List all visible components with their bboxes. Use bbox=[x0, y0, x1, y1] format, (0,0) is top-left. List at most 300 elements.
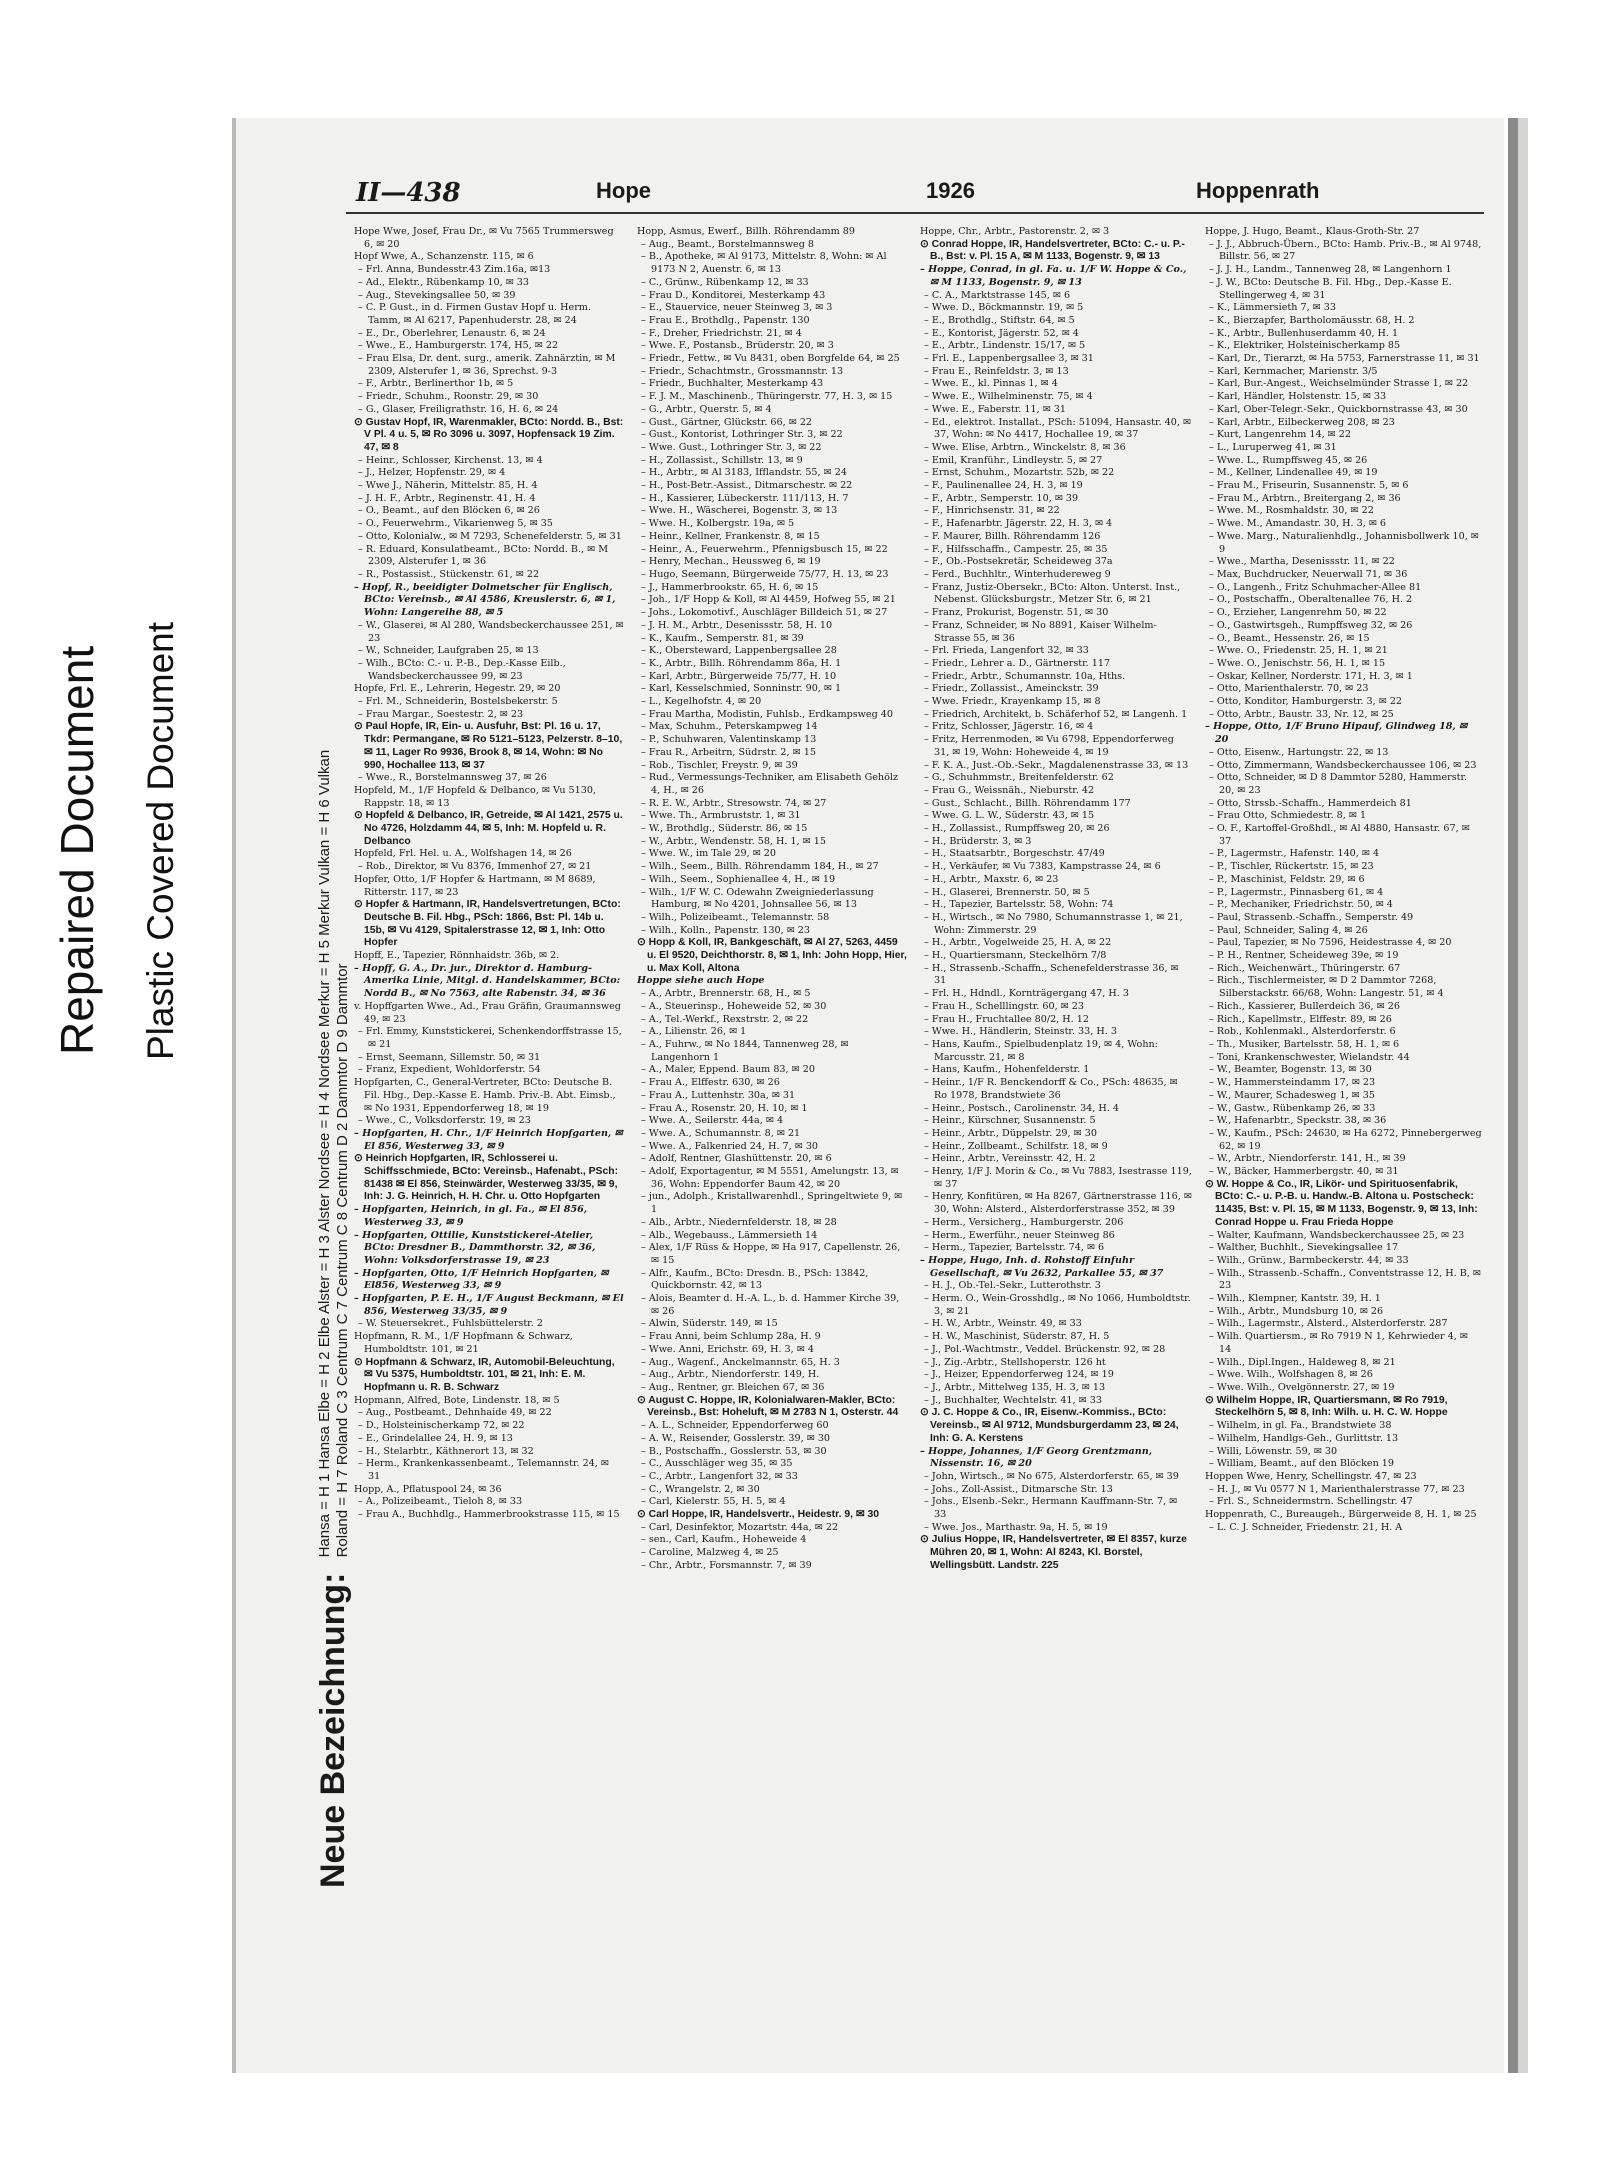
directory-entry: – Wwe. D., Böckmannstr. 19, ✉ 5 bbox=[924, 302, 1084, 314]
directory-entry: – Frau R., Arbeitrn, Südrstr. 2, ✉ 15 bbox=[641, 746, 816, 758]
directory-entry: – Alex, 1/F Rüss & Hoppe, ✉ Ha 917, Capellenstr. 26, ✉ 15 bbox=[641, 1242, 901, 1266]
page-shadow bbox=[1518, 118, 1528, 2073]
directory-entry: – A., Tel.-Werkf., Rexstrstr. 2, ✉ 22 bbox=[641, 1013, 809, 1025]
directory-entry: – W., Maurer, Schadesweg 1, ✉ 35 bbox=[1209, 1089, 1375, 1101]
directory-entry: – Fritz, Herrenmoden, ✉ Vu 6798, Eppendorferweg 31, ✉ 19, Wohn: Hoheweide 4, ✉ 19 bbox=[924, 734, 1174, 758]
page-header bbox=[356, 178, 1469, 214]
directory-entry: – Willi, Löwenstr. 59, ✉ 30 bbox=[1209, 1445, 1338, 1457]
directory-entry: – R. E. W., Arbtr., Stresowstr. 74, ✉ 27 bbox=[641, 797, 827, 809]
directory-entry: – O., Beamt., Hessenstr. 26, ✉ 15 bbox=[1209, 632, 1370, 644]
directory-entry: Hoppenrath, C., Bureaugeh., Bürgerweide 8, H. 1, ✉ 25 bbox=[1205, 1509, 1477, 1521]
directory-entry: – Aug., Postbeamt., Dehnhaide 49, ✉ 22 bbox=[358, 1407, 552, 1419]
directory-entry: – J. H. F., Arbtr., Reginenstr. 41, H. 4 bbox=[358, 492, 536, 504]
header-left-word: Hope bbox=[596, 178, 651, 203]
directory-entry: – Fritz, Schlosser, Jägerstr. 16, ✉ 4 bbox=[924, 721, 1094, 733]
directory-entry: – Karl, Ober-Telegr.-Sekr., Quickbornstrasse 43, ✉ 30 bbox=[1209, 403, 1468, 415]
directory-entry: – Frau G., Weissnäh., Nieburstr. 42 bbox=[924, 784, 1095, 796]
directory-entry: – H., Quartiersmann, Steckelhörn 7/8 bbox=[924, 950, 1107, 962]
directory-entry: – Otto, Konditor, Hamburgerstr. 3, ✉ 22 bbox=[1209, 696, 1403, 708]
directory-entry: – Otto, Marienthalerstr. 70, ✉ 23 bbox=[1209, 683, 1369, 695]
directory-entry: – Frau A., Elffestr. 630, ✉ 26 bbox=[641, 1077, 780, 1089]
directory-entry: – Heinr., Postsch., Carolinenstr. 34, H. 4 bbox=[924, 1102, 1119, 1114]
directory-entry: ⊙ Paul Hopfe, IR, Ein- u. Ausfuhr, Bst: Pl. 16 u. 17, Tkdr: Permangane, ✉ Ro 5121–5123, Pelzerstr. 8–10, ✉ 11, Lager Ro 9936, Brook 8, ✉ 14, Wohn: ✉ No 990, Hochallee 113, ✉ 37 bbox=[354, 721, 623, 771]
directory-entry: – Adolf, Exportagentur, ✉ M 5551, Amelungstr. 13, ✉ 36, Wohn: Eppendorfer Baum 42, ✉ 20 bbox=[641, 1166, 899, 1190]
directory-entry: – O., Gastwirtsgeh., Rumpffsweg 32, ✉ 26 bbox=[1209, 619, 1413, 631]
directory-entry: – Hopfgarten, Otto, 1/F Heinrich Hopfgarten, ✉ El856, Westerweg 33, ✉ 9 bbox=[354, 1267, 609, 1292]
directory-entry: – Wilh., Grünw., Barmbeckerstr. 44, ✉ 33 bbox=[1209, 1254, 1409, 1266]
directory-entry: ⊙ Carl Hoppe, IR, Handelsvertr., Heidestr. 9, ✉ 30 bbox=[637, 1509, 880, 1521]
directory-entry: – M., Kellner, Lindenallee 49, ✉ 19 bbox=[1209, 467, 1378, 479]
directory-entry: – Alb., Wegebauss., Lämmersieth 14 bbox=[641, 1229, 818, 1241]
directory-entry: – K., Bierzapfer, Bartholomäusstr. 68, H. 2 bbox=[1209, 314, 1415, 326]
directory-entry: ⊙ August C. Hoppe, IR, Kolonialwaren-Makler, BCto: Vereinsb., Bst: Hoheluft, ✉ M 2783 N 1, Osterstr. 44 bbox=[637, 1394, 899, 1419]
directory-entry: Hopf Wwe, A., Schanzenstr. 115, ✉ 6 bbox=[354, 251, 534, 263]
directory-entry: – H., Verkäufer, ✉ Vu 7383, Kampstrasse 24, ✉ 6 bbox=[924, 861, 1161, 873]
directory-entry: – Rob., Kohlenmakl., Alsterdorferstr. 6 bbox=[1209, 1026, 1396, 1038]
directory-entry: Hopfer, Otto, 1/F Hopfer & Hartmann, ✉ M 8689, Ritterstr. 117, ✉ 23 bbox=[354, 873, 596, 898]
directory-entry: – H., Brüderstr. 3, ✉ 3 bbox=[924, 835, 1032, 847]
directory-entry: – Heinr., Kürschner, Susannenstr. 5 bbox=[924, 1115, 1096, 1127]
directory-entry: – Wwe. Wilh., Ovelgönnerstr. 27, ✉ 19 bbox=[1209, 1381, 1395, 1393]
directory-page bbox=[232, 118, 1504, 2073]
directory-entry: – Wwe. Marg., Naturalienhdlg., Johannisbollwerk 10, ✉ 9 bbox=[1209, 530, 1479, 555]
directory-entry: ⊙ W. Hoppe & Co., IR, Likör- und Spirituosenfabrik, BCto: C.- u. P.-B. u. Handw.-B. Altona u. Postscheck: 11435, Bst: v. Pl. 15, ✉ M 1133, Bogenstr. 9, ✉ 13, Inh: Conrad Hoppe u. Frau Frieda Hoppe bbox=[1205, 1178, 1478, 1228]
directory-entry: – W. Steuersekret., Fuhlsbüttelerstr. 2 bbox=[358, 1318, 543, 1330]
directory-entry: – Hopfgarten, Heinrich, in gl. Fa., ✉ El 856, Westerweg 33, ✉ 9 bbox=[354, 1204, 588, 1228]
directory-entry: – Heinr., Arbtr., Düppelstr. 29, ✉ 30 bbox=[924, 1127, 1097, 1139]
directory-entry: – Aug., Stevekingsallee 50, ✉ 39 bbox=[358, 289, 516, 301]
directory-entry: – Karl, Dr., Tierarzt, ✉ Ha 5753, Farnerstrasse 11, ✉ 31 bbox=[1209, 353, 1480, 365]
directory-entry: – Wilh., Strassenb.-Schaffn., Conventstrasse 12, H. B, ✉ 23 bbox=[1209, 1267, 1481, 1292]
directory-entry: – F., Paulinenallee 24, H. 3, ✉ 19 bbox=[924, 480, 1083, 492]
directory-entry: – H., Kassierer, Lübeckerstr. 111/113, H. 7 bbox=[641, 492, 849, 504]
directory-entry: – W., Hammersteindamm 17, ✉ 23 bbox=[1209, 1077, 1376, 1089]
directory-entry: – Wwe. L., Rumpffsweg 45, ✉ 26 bbox=[1209, 454, 1368, 466]
directory-entry: – Otto, Arbtr., Baustr. 33, Nr. 12, ✉ 25 bbox=[1209, 708, 1394, 720]
directory-entry: – Ernst, Schuhm., Mozartstr. 52b, ✉ 22 bbox=[924, 467, 1115, 479]
directory-entry: – K., Arbtr., Bullenhuserdamm 40, H. 1 bbox=[1209, 327, 1399, 339]
directory-entry: – Friedr., Buchhalter, Mesterkamp 43 bbox=[641, 378, 824, 390]
directory-entry: Hoppe, J. Hugo, Beamt., Klaus-Groth-Str. 27 bbox=[1205, 226, 1420, 237]
directory-entry: – Frau E., Brothdlg., Papenstr. 130 bbox=[641, 314, 810, 326]
directory-entry: – Wwe., R., Borstelmannsweg 37, ✉ 26 bbox=[358, 772, 547, 784]
directory-entry: – Chr., Arbtr., Forsmannstr. 7, ✉ 39 bbox=[641, 1559, 812, 1571]
directory-entry: – C., Ausschläger weg 35, ✉ 35 bbox=[641, 1458, 793, 1470]
directory-entry: – Wwe. Friedr., Krayenkamp 15, ✉ 8 bbox=[924, 696, 1101, 708]
directory-entry: Hopfmann, R. M., 1/F Hopfmann & Schwarz, Humboldtstr. 101, ✉ 21 bbox=[354, 1331, 573, 1355]
directory-entry: – Frl. M., Schneiderin, Bostelsbekerstr. 5 bbox=[358, 696, 558, 708]
directory-entry: – K., Obersteward, Lappenbergsallee 28 bbox=[641, 645, 837, 657]
directory-entry: Hopff, E., Tapezier, Rönnhaidstr. 36b, ✉ 2. bbox=[354, 950, 560, 962]
directory-entry: – O., Langenh., Fritz Schuhmacher-Allee 81 bbox=[1209, 581, 1422, 593]
directory-entry: Hoppen Wwe, Henry, Schellingstr. 47, ✉ 23 bbox=[1205, 1470, 1417, 1482]
directory-entry: – Wwe. Gust., Lothringer Str. 3, ✉ 22 bbox=[641, 441, 822, 453]
directory-entry: – Frau A., Rosenstr. 20, H. 10, ✉ 1 bbox=[641, 1102, 808, 1114]
directory-entry: – F., Hinrichsenstr. 31, ✉ 22 bbox=[924, 505, 1060, 517]
directory-entry: – Hopfgarten, P. E. H., 1/F August Beckmann, ✉ El 856, Westerweg 33/35, ✉ 9 bbox=[354, 1293, 624, 1317]
directory-entry: – Frau Anni, beim Schlump 28a, H. 9 bbox=[641, 1331, 821, 1343]
directory-entry: – Heinr., Schlosser, Kirchenst. 13, ✉ 4 bbox=[358, 454, 543, 466]
directory-entry: – Wwe., Martha, Desenissstr. 11, ✉ 22 bbox=[1209, 556, 1395, 568]
directory-entry: – Franz, Expedient, Wohldorferstr. 54 bbox=[358, 1064, 541, 1076]
directory-entry: – Hugo, Seemann, Bürgerweide 75/77, H. 13, ✉ 23 bbox=[641, 568, 889, 580]
directory-entry: – W., Arbtr., Wendenstr. 58, H. 1, ✉ 15 bbox=[641, 835, 826, 847]
directory-entry: – Wilh., Dipl.Ingen., Haldeweg 8, ✉ 21 bbox=[1209, 1356, 1396, 1368]
directory-entry: – Frl. Anna, Bundesstr.43 Zim.16a, ✉13 bbox=[358, 264, 551, 276]
directory-entry: – H. W., Arbtr., Weinstr. 49, ✉ 33 bbox=[924, 1318, 1082, 1330]
directory-entry: – H., Post-Betr.-Assist., Ditmarschestr. ✉ 22 bbox=[641, 480, 853, 492]
directory-entry: ⊙ Wilhelm Hoppe, IR, Quartiersmann, ✉ Ro 7919, Steckelhörn 5, ✉ 8, Inh: Wilh. u. H. C. W. Hoppe bbox=[1205, 1394, 1448, 1419]
directory-entry: v. Hopffgarten Wwe., Ad., Frau Gräfin, Graumannsweg 49, ✉ 23 bbox=[354, 1000, 621, 1025]
directory-entry: – J. J. H., Landm., Tannenweg 28, ✉ Langenhorn 1 bbox=[1209, 264, 1452, 276]
directory-entry: – P., Maschinist, Feldstr. 29, ✉ 6 bbox=[1209, 873, 1365, 885]
directory-entry: – Hoppe, Conrad, in gl. Fa. u. 1/F W. Hoppe & Co., ✉ M 1133, Bogenstr. 9, ✉ 13 bbox=[920, 264, 1187, 288]
directory-entry: – Max, Schuhm., Peterskampweg 14 bbox=[641, 721, 818, 733]
directory-entry: – Wwe. Wilh., Wolfshagen 8, ✉ 26 bbox=[1209, 1369, 1373, 1381]
directory-entry: – Wwe. G. L. W., Süderstr. 43, ✉ 15 bbox=[924, 810, 1095, 822]
directory-entry: – Heinr., Kellner, Frankenstr. 8, ✉ 15 bbox=[641, 530, 820, 542]
directory-entry: Hope Wwe, Josef, Frau Dr., ✉ Vu 7565 Trummersweg 6, ✉ 20 bbox=[354, 226, 614, 250]
directory-entry: – W., Brothdlg., Süderstr. 86, ✉ 15 bbox=[641, 823, 808, 835]
directory-entry: – Franz, Schneider, ✉ No 8891, Kaiser Wilhelm-Strasse 55, ✉ 36 bbox=[924, 619, 1157, 644]
directory-entry: – Frl. E., Lappenbergsallee 3, ✉ 31 bbox=[924, 353, 1094, 365]
directory-entry: – C., Arbtr., Langenfort 32, ✉ 33 bbox=[641, 1470, 798, 1482]
directory-entry: – A., Maler, Eppend. Baum 83, ✉ 20 bbox=[641, 1064, 815, 1076]
directory-entry: – P., Lagermstr., Hafenstr. 140, ✉ 4 bbox=[1209, 848, 1380, 860]
directory-entry: – H., Stelarbtr., Käthnerort 13, ✉ 32 bbox=[358, 1445, 534, 1457]
district-legend bbox=[314, 248, 358, 1888]
directory-entry: – Hoppe, Hugo, Inh. d. Rohstoff Einfuhr Gesellschaft, ✉ Vu 2632, Parkallee 55, ✉ 37 bbox=[920, 1254, 1164, 1279]
directory-entry: – Otto, Kolonialw., ✉ M 7293, Schenefelderstr. 5, ✉ 31 bbox=[358, 530, 622, 542]
directory-entry: – O., Beamt., auf den Blöcken 6, ✉ 26 bbox=[358, 505, 540, 517]
directory-entry: – Paul, Schneider, Saling 4, ✉ 26 bbox=[1209, 924, 1368, 936]
directory-entry: – Kurt, Langenrehm 14, ✉ 22 bbox=[1209, 429, 1351, 441]
directory-entry: – H., Wirtsch., ✉ No 7980, Schumannstrasse 1, ✉ 21, Wohn: Zimmerstr. 29 bbox=[924, 911, 1183, 936]
directory-entry: – Frau Otto, Schmiedestr. 8, ✉ 1 bbox=[1209, 810, 1367, 822]
directory-entry: ⊙ Hopfer & Hartmann, IR, Handelsvertretungen, BCto: Deutsche B. Fil. Hbg., PSch: 1866, Bst: Pl. 14b u. 15b, ✉ Vu 4129, Spitalerstrasse 12, ✉ 1, Inh: Otto Hopfer bbox=[354, 899, 621, 949]
directory-entry: Hoppe siehe auch Hope bbox=[637, 975, 765, 987]
directory-entry: – Friedr., Schachtmstr., Grossmannstr. 13 bbox=[641, 365, 844, 377]
directory-entry: – Karl, Arbtr., Eilbeckerweg 208, ✉ 23 bbox=[1209, 416, 1395, 428]
directory-entry: – Rich., Kapellmstr., Elffestr. 89, ✉ 26 bbox=[1209, 1013, 1392, 1025]
directory-entry: – Gust., Kontorist, Lothringer Str. 3, ✉ 22 bbox=[641, 429, 843, 441]
directory-entry: – Toni, Krankenschwester, Wielandstr. 44 bbox=[1209, 1051, 1410, 1063]
directory-entry: – J., Zig.-Arbtr., Stellshoperstr. 126 ht bbox=[924, 1356, 1106, 1368]
directory-entry: – Frau Martha, Modistin, Fuhlsb., Erdkampsweg 40 bbox=[641, 708, 893, 720]
directory-entry: – Gust., Schlacht., Billh. Röhrendamm 177 bbox=[924, 797, 1131, 809]
directory-entry: – Herm., Tapezier, Bartelsstr. 74, ✉ 6 bbox=[924, 1242, 1105, 1254]
column-4 bbox=[1205, 226, 1483, 2043]
directory-entry: – R. Eduard, Konsulatbeamt., BCto: Nordd. B., ✉ M 2309, Alsterufer 1, ✉ 36 bbox=[358, 543, 609, 568]
directory-entry: – Aug., Rentner, gr. Bleichen 67, ✉ 36 bbox=[641, 1381, 825, 1393]
directory-entry: – W., Beamter, Bogenstr. 13, ✉ 30 bbox=[1209, 1064, 1372, 1076]
directory-entry: – Karl, Bur.-Angest., Weichselmünder Strasse 1, ✉ 22 bbox=[1209, 378, 1469, 390]
directory-entry: – Otto, Schneider, ✉ D 8 Dammtor 5280, Hammerstr. 20, ✉ 23 bbox=[1209, 772, 1468, 796]
directory-entry: – Herm. O., Wein-Grosshdlg., ✉ No 1066, Humboldtstr. 3, ✉ 21 bbox=[924, 1293, 1191, 1317]
directory-entry: – Wwe. H., Kolbergstr. 19a, ✉ 5 bbox=[641, 518, 795, 530]
directory-entry: – Joh., 1/F Hopp & Koll, ✉ Al 4459, Hofweg 55, ✉ 21 bbox=[641, 594, 896, 606]
directory-entry: – Frau E., Reinfeldstr. 3, ✉ 13 bbox=[924, 365, 1069, 377]
directory-entry: – Friedr., Lehrer a. D., Gärtnerstr. 117 bbox=[924, 657, 1111, 669]
directory-entry: – Paul, Tapezier, ✉ No 7596, Heidestrasse 4, ✉ 20 bbox=[1209, 937, 1452, 949]
directory-entry: – H., Strassenb.-Schaffn., Schenefelderstrasse 36, ✉ 31 bbox=[924, 962, 1179, 987]
directory-entry: – Wilh., Polizeibeamt., Telemannstr. 58 bbox=[641, 911, 830, 923]
directory-entry: – Emil, Kranführ., Lindleystr. 5, ✉ 27 bbox=[924, 454, 1103, 466]
directory-entry: – Wwe. A., Falkenried 24, H. 7, ✉ 30 bbox=[641, 1140, 819, 1152]
directory-entry: – Karl, Arbtr., Bürgerweide 75/77, H. 10 bbox=[641, 670, 837, 682]
directory-entry: – W., Bäcker, Hammerbergstr. 40, ✉ 31 bbox=[1209, 1166, 1399, 1178]
directory-entry: – Friedr., Fettw., ✉ Vu 8431, oben Borgfelde 64, ✉ 25 bbox=[641, 353, 900, 365]
directory-entry: – P., Lagermstr., Pinnasberg 61, ✉ 4 bbox=[1209, 886, 1384, 898]
directory-entry: – Frl. H., Hdndl., Kornträgergang 47, H. 3 bbox=[924, 988, 1129, 1000]
directory-entry: – Wilh., BCto: C.- u. P.-B., Dep.-Kasse Eilb., Wandsbeckerchaussee 99, ✉ 23 bbox=[358, 657, 566, 682]
directory-entry: – Hopfgarten, Ottilie, Kunststickerei-Atelier, BCto: Dresdner B., Dammthorstr. 32, ✉ 36, Wohn: Volksdorferstrasse 19, ✉ 23 bbox=[354, 1229, 596, 1266]
directory-entry: – Karl, Kernmacher, Marienstr. 3/5 bbox=[1209, 365, 1378, 377]
directory-entry: – H., Arbtr., Vogelweide 25, H. A, ✉ 22 bbox=[924, 937, 1112, 949]
directory-entry: – Wwe. M., Rosmhaldstr. 30, ✉ 22 bbox=[1209, 505, 1374, 517]
directory-entry: – P., Tischler, Rückertstr. 15, ✉ 23 bbox=[1209, 861, 1374, 873]
directory-entry: – Frau Elsa, Dr. dent. surg., amerik. Zahnärztin, ✉ M 2309, Alsterufer 1, ✉ 36, Sprechst. 9-3 bbox=[358, 353, 616, 377]
directory-entry: – Friedrich, Architekt, b. Schäferhof 52, ✉ Langenh. 1 bbox=[924, 708, 1188, 720]
directory-entry: – L., Luruperweg 41, ✉ 31 bbox=[1209, 441, 1337, 453]
repaired-document-label: Repaired Document bbox=[51, 645, 103, 1055]
directory-entry: – Wilh., Lagermstr., Alsterd., Alsterdorferstr. 287 bbox=[1209, 1318, 1448, 1330]
directory-entry: – P. H., Rentner, Scheideweg 39e, ✉ 19 bbox=[1209, 950, 1399, 962]
directory-entry: – Hoppe, Johannes, 1/F Georg Grentzmann, Nissenstr. 16, ✉ 20 bbox=[920, 1445, 1153, 1470]
directory-entry: – Johs., Elsenb.-Sekr., Hermann Kauffmann-Str. 7, ✉ 33 bbox=[924, 1496, 1178, 1521]
directory-entry: ⊙ Conrad Hoppe, IR, Handelsvertreter, BCto: C.- u. P.-B., Bst: v. Pl. 15 A, ✉ M 1133, Bogenstr. 9, ✉ 13 bbox=[920, 238, 1185, 263]
directory-entry: – Rob., Tischler, Freystr. 9, ✉ 39 bbox=[641, 759, 798, 771]
directory-entry: – Walter, Kaufmann, Wandsbeckerchaussee 25, ✉ 23 bbox=[1209, 1229, 1465, 1241]
directory-entry: – J., Hammerbrookstr. 65, H. 6, ✉ 15 bbox=[641, 581, 819, 593]
directory-entry: – Frau M., Friseurin, Susannenstr. 5, ✉ 6 bbox=[1209, 480, 1409, 492]
directory-entry: – Frl. S., Schneidermstrn. Schellingstr. 47 bbox=[1209, 1496, 1413, 1508]
directory-entry: – Heinr., 1/F R. Benckendorff & Co., PSch: 48635, ✉ Ro 1978, Brandstwiete 36 bbox=[924, 1077, 1178, 1101]
page-number: II—438 bbox=[356, 178, 461, 208]
directory-entry: – Gust., Gärtner, Glückstr. 66, ✉ 22 bbox=[641, 416, 813, 428]
directory-entry: – C., Wrangelstr. 2, ✉ 30 bbox=[641, 1483, 760, 1495]
directory-entry: – P., Mechaniker, Friedrichstr. 50, ✉ 4 bbox=[1209, 899, 1393, 911]
directory-entry: – K., Elektriker, Holsteinischerkamp 85 bbox=[1209, 340, 1401, 352]
directory-entry: – Rob., Direktor, ✉ Vu 8376, Immenhof 27, ✉ 21 bbox=[358, 861, 592, 873]
directory-entry: – Herm., Versicherg., Hamburgerstr. 206 bbox=[924, 1216, 1124, 1228]
directory-entry: – H., Staatsarbtr., Borgeschstr. 47/49 bbox=[924, 848, 1105, 860]
directory-entry: – F., Arbtr., Berlinerthor 1b, ✉ 5 bbox=[358, 378, 514, 390]
directory-entry: – W., Gastw., Rübenkamp 26, ✉ 33 bbox=[1209, 1102, 1376, 1114]
plastic-covered-label: Plastic Covered Document bbox=[140, 621, 181, 1060]
directory-entry: – Wwe J., Näherin, Mittelstr. 85, H. 4 bbox=[358, 480, 538, 492]
directory-entry: – Rich., Tischlermeister, ✉ D 2 Dammtor 7268, Silberstackstr. 66/68, Wohn: Langestr. 51, ✉ 4 bbox=[1209, 975, 1444, 1000]
directory-entry: – Frau M., Arbtrn., Breitergang 2, ✉ 36 bbox=[1209, 492, 1401, 504]
directory-entry: – H., Tapezier, Bartelsstr. 58, Wohn: 74 bbox=[924, 899, 1114, 911]
directory-entry: – Friedr., Zollassist., Ameinckstr. 39 bbox=[924, 683, 1099, 695]
directory-entry: – Johs., Lokomotivf., Auschläger Billdeich 51, ✉ 27 bbox=[641, 607, 888, 619]
directory-entry: – Wwe. A., Seilerstr. 44a, ✉ 4 bbox=[641, 1115, 784, 1127]
directory-entry: – A., Arbtr., Brennerstr. 68, H., ✉ 5 bbox=[641, 988, 811, 1000]
directory-entry: – Otto, Eisenw., Hartungstr. 22, ✉ 13 bbox=[1209, 746, 1389, 758]
directory-entry: – A., Lilienstr. 26, ✉ 1 bbox=[641, 1026, 747, 1038]
directory-entry: – Aug., Wagenf., Anckelmannstr. 65, H. 3 bbox=[641, 1356, 840, 1368]
directory-entry: – Alfr., Kaufm., BCto: Dresdn. B., PSch: 13842, Quickbornstr. 42, ✉ 13 bbox=[641, 1267, 869, 1292]
directory-entry: – Wwe., C., Volksdorferstr. 19, ✉ 23 bbox=[358, 1115, 531, 1127]
directory-entry: – Wwe., E., Hamburgerstr. 174, H5, ✉ 22 bbox=[358, 340, 559, 352]
directory-entry: – J., Helzer, Hopfenstr. 29, ✉ 4 bbox=[358, 467, 506, 479]
directory-entry: – Wwe. H., Wäscherei, Bogenstr. 3, ✉ 13 bbox=[641, 505, 838, 517]
directory-entry: – H., Glaserei, Brennerstr. 50, ✉ 5 bbox=[924, 886, 1090, 898]
directory-entry: – Wilh. Quartiersm., ✉ Ro 7919 N 1, Kehrwieder 4, ✉ 14 bbox=[1209, 1331, 1468, 1355]
directory-entry: – C., Grünw., Rübenkamp 12, ✉ 33 bbox=[641, 276, 809, 288]
directory-entry: – G., Arbtr., Querstr. 5, ✉ 4 bbox=[641, 403, 772, 415]
directory-entry: – Frau A., Luttenhstr. 30a, ✉ 31 bbox=[641, 1089, 796, 1101]
legend-title: Neue Bezeichnung: bbox=[314, 1572, 352, 1888]
directory-entry: – Otto, Zimmermann, Wandsbeckerchaussee 106, ✉ 23 bbox=[1209, 759, 1477, 771]
directory-entry: – Karl, Händler, Holstenstr. 15, ✉ 33 bbox=[1209, 391, 1387, 403]
directory-entry: – Alb., Arbtr., Niedernfelderstr. 18, ✉ 28 bbox=[641, 1216, 837, 1228]
directory-entry: – E., Dr., Oberlehrer, Lenaustr. 6, ✉ 24 bbox=[358, 327, 546, 339]
directory-entry: – A. W., Reisender, Gosslerstr. 39, ✉ 30 bbox=[641, 1432, 831, 1444]
directory-entry: – F. K. A., Just.-Ob.-Sekr., Magdalenenstrasse 33, ✉ 13 bbox=[924, 759, 1189, 771]
directory-entry: ⊙ Hopfmann & Schwarz, IR, Automobil-Beleuchtung, ✉ Vu 5375, Humboldtstr. 101, ✉ 21, Inh: E. M. Hopfmann u. R. B. Schwarz bbox=[354, 1356, 615, 1393]
directory-entry: – Henry, Mechan., Heussweg 6, ✉ 19 bbox=[641, 556, 821, 568]
directory-entry: – K., Lämmersieth 7, ✉ 33 bbox=[1209, 302, 1336, 314]
directory-entry: – Wwe. O., Friedenstr. 25, H. 1, ✉ 21 bbox=[1209, 645, 1388, 657]
directory-entry: ⊙ Heinrich Hopfgarten, IR, Schlosserei u. Schiffsschmiede, BCto: Vereinsb., Hafenabt., PSch: 81438 ✉ El 856, Steinwärder, Westerweg 33/35, ✉ 9, Inh: J. G. Heinrich, H. H. Chr. u. Otto Hopfgarten bbox=[354, 1153, 619, 1203]
directory-entry: – R., Postassist., Stückenstr. 61, ✉ 22 bbox=[358, 568, 540, 580]
directory-entry: – E., Kontorist, Jägerstr. 52, ✉ 4 bbox=[924, 327, 1079, 339]
directory-entry: – K., Kaufm., Semperstr. 81, ✉ 39 bbox=[641, 632, 804, 644]
directory-entry: – Aug., Arbtr., Niendorferstr. 149, H. bbox=[641, 1369, 820, 1381]
directory-entry: ⊙ Hopp & Koll, IR, Bankgeschäft, ✉ Al 27, 5263, 4459 u. El 9520, Deichthorstr. 8, ✉ 1, Inh: John Hopp, Hier, u. Max Koll, Altona bbox=[637, 937, 907, 974]
directory-entry: – G., Schuhmmstr., Breitenfelderstr. 62 bbox=[924, 772, 1114, 784]
directory-entry: – E., Grindelallee 24, H. 9, ✉ 13 bbox=[358, 1432, 513, 1444]
directory-entry: – Aug., Beamt., Borstelmannsweg 8 bbox=[641, 238, 815, 250]
directory-entry: – A. L., Schneider, Eppendorferweg 60 bbox=[641, 1420, 829, 1432]
directory-entry: – Adolf, Rentner, Glashüttenstr. 20, ✉ 6 bbox=[641, 1153, 832, 1165]
header-rule bbox=[346, 212, 1484, 214]
directory-entry: – J., Heizer, Eppendorferweg 124, ✉ 19 bbox=[924, 1369, 1114, 1381]
directory-entry: – Frl. Emmy, Kunststickerei, Schenkendorffstrasse 15, ✉ 21 bbox=[358, 1026, 622, 1050]
directory-entry: – Wilh., Klempner, Kantstr. 39, H. 1 bbox=[1209, 1293, 1381, 1305]
directory-entry: – Hoppe, Otto, 1/F Bruno Hipauf, Glindweg 18, ✉ 20 bbox=[1205, 721, 1468, 746]
directory-entry: – Max, Buchdrucker, Neuerwall 71, ✉ 36 bbox=[1209, 568, 1408, 580]
directory-entry: – Wwe. W., im Tale 29, ✉ 20 bbox=[641, 848, 777, 860]
directory-entry: ⊙ Hopfeld & Delbanco, IR, Getreide, ✉ Al 1421, 2575 u. No 4726, Holzdamm 44, ✉ 5, Inh: M. Hopfeld u. R. Delbanco bbox=[354, 810, 623, 847]
directory-entry: – Wilhelm, in gl. Fa., Brandstwiete 38 bbox=[1209, 1420, 1392, 1432]
directory-entry: – O., Erzieher, Langenrehm 50, ✉ 22 bbox=[1209, 607, 1387, 619]
directory-entry: – Herm., Krankenkassenbeamt., Telemannstr. 24, ✉ 31 bbox=[358, 1458, 609, 1482]
directory-entry: Hopp, Asmus, Ewerf., Billh. Röhrendamm 89 bbox=[637, 226, 855, 237]
directory-entry: – Friedr., Schuhm., Roonstr. 29, ✉ 30 bbox=[358, 391, 539, 403]
directory-entry: – Paul, Strassenb.-Schaffn., Semperstr. 49 bbox=[1209, 911, 1414, 923]
directory-entry: – Hopff, G. A., Dr. jur., Direktor d. Hamburg-Amerika Linie, Mitgl. d. Handelskammer, BCto: Nordd B., ✉ No 7563, alte Rabenstr. 34, ✉ 36 bbox=[354, 962, 621, 1000]
directory-entry: – H., Arbtr., ✉ Al 3183, Ifflandstr. 55, ✉ 24 bbox=[641, 467, 847, 479]
directory-entry: ⊙ J. C. Hoppe & Co., IR, Eisenw.-Kommiss., BCto: Vereinsb., ✉ Al 9712, Mundsburgerdamm 23, ✉ 24, Inh: G. A. Kerstens bbox=[920, 1407, 1179, 1444]
header-year: 1926 bbox=[926, 178, 975, 203]
directory-entry: – D., Holsteinischerkamp 72, ✉ 22 bbox=[358, 1420, 525, 1432]
directory-entry: – H. J., Ob.-Tel.-Sekr., Lutterothstr. 3 bbox=[924, 1280, 1101, 1292]
directory-entry: – Frau A., Buchhdlg., Hammerbrookstrasse 115, ✉ 15 bbox=[358, 1509, 620, 1521]
directory-entry: – H., Zollassist., Rumpffsweg 20, ✉ 26 bbox=[924, 823, 1110, 835]
directory-entry: – jun., Adolph., Kristallwarenhdl., Springeltwiete 9, ✉ 1 bbox=[641, 1191, 903, 1216]
directory-entry: – Wwe. H., Händlerin, Steinstr. 33, H. 3 bbox=[924, 1026, 1117, 1038]
directory-entry: – Wwe. O., Jenischstr. 56, H. 1, ✉ 15 bbox=[1209, 657, 1386, 669]
directory-entry: – William, Beamt., auf den Blöcken 19 bbox=[1209, 1458, 1395, 1470]
directory-entry: – Henry, 1/F J. Morin & Co., ✉ Vu 7883, Isestrasse 119, ✉ 37 bbox=[924, 1166, 1192, 1190]
directory-entry: – F., Dreher, Friedrichstr. 21, ✉ 4 bbox=[641, 327, 802, 339]
directory-entry: Hoppe, Chr., Arbtr., Pastorenstr. 2, ✉ 3 bbox=[920, 226, 1110, 237]
directory-entry: – Wilh., Kolln., Papenstr. 130, ✉ 23 bbox=[641, 924, 811, 936]
directory-entry: – Wwe. F., Postansb., Brüderstr. 20, ✉ 3 bbox=[641, 340, 834, 352]
directory-entry: – Rich., Weichenwärt., Thüringerstr. 67 bbox=[1209, 962, 1401, 974]
directory-entry: – Carl, Desinfektor, Mozartstr. 44a, ✉ 22 bbox=[641, 1521, 839, 1533]
directory-entry: Hopfeld, M., 1/F Hopfeld & Delbanco, ✉ Vu 5130, Rappstr. 18, ✉ 13 bbox=[354, 784, 597, 809]
directory-entry: – A., Fuhrw., ✉ No 1844, Tannenweg 28, ✉ Langenhorn 1 bbox=[641, 1039, 849, 1063]
directory-entry: – L. C. J. Schneider, Friedenstr. 21, H. A bbox=[1209, 1521, 1403, 1533]
column-3 bbox=[920, 226, 1192, 2043]
directory-entry: – Hans, Kaufm., Spielbudenplatz 19, ✉ 4, Wohn: Marcusstr. 21, ✉ 8 bbox=[924, 1039, 1158, 1063]
directory-entry: – Wwe. A., Schumannstr. 8, ✉ 21 bbox=[641, 1127, 801, 1139]
directory-entry: – Heinr., A., Feuerwehrm., Pfennigsbusch 15, ✉ 22 bbox=[641, 543, 888, 555]
directory-entry: – Ad., Elektr., Rübenkamp 10, ✉ 33 bbox=[358, 276, 529, 288]
directory-entry: – Friedr., Arbtr., Schumannstr. 10a, Hths. bbox=[924, 670, 1126, 682]
directory-entry: – W., Kaufm., PSch: 24630, ✉ Ha 6272, Pinnebergerweg 62, ✉ 19 bbox=[1209, 1127, 1482, 1152]
directory-entry: – Carl, Kielerstr. 55, H. 5, ✉ 4 bbox=[641, 1496, 786, 1508]
directory-entry: – E., Stauervice, neuer Steinweg 3, ✉ 3 bbox=[641, 302, 833, 314]
directory-entry: – W., Glaserei, ✉ Al 280, Wandsbeckerchaussee 251, ✉ 23 bbox=[358, 619, 624, 644]
directory-entry: – B., Postschaffn., Gosslerstr. 53, ✉ 30 bbox=[641, 1445, 827, 1457]
directory-entry: – A., Steuerinsp., Hoheweide 52, ✉ 30 bbox=[641, 1000, 827, 1012]
directory-entry: – Frau H., Fruchtallee 80/2, H. 12 bbox=[924, 1013, 1089, 1025]
directory-entry: – J., Buchhalter, Wechtelstr. 41, ✉ 33 bbox=[924, 1394, 1102, 1406]
directory-entry: – Wwe. Jos., Marthastr. 9a, H. 5, ✉ 19 bbox=[924, 1521, 1108, 1533]
directory-entry: – John, Wirtsch., ✉ No 675, Alsterdorferstr. 65, ✉ 39 bbox=[924, 1470, 1179, 1482]
directory-entry: – H. J., ✉ Vu 0577 N 1, Marienthalerstrasse 77, ✉ 23 bbox=[1209, 1483, 1465, 1495]
directory-entry: – Frau D., Konditorei, Mesterkamp 43 bbox=[641, 289, 826, 301]
directory-entry: – Hopf, R., beeidigter Dolmetscher für Englisch, BCto: Vereinsb., ✉ Al 4586, Kreuslerstr. 6, ✉ 1, Wohn: Langereihe 88, ✉ 5 bbox=[354, 581, 616, 619]
directory-entry: – Hopfgarten, H. Chr., 1/F Heinrich Hopfgarten, ✉ El 856, Westerweg 33, ✉ 9 bbox=[354, 1127, 623, 1152]
directory-entry: – J. W., BCto: Deutsche B. Fil. Hbg., Dep.-Kasse E. Stellingerweg 4, ✉ 31 bbox=[1209, 276, 1452, 301]
directory-entry: – Ernst, Seemann, Sillemstr. 50, ✉ 31 bbox=[358, 1051, 541, 1063]
directory-entry: ⊙ Gustav Hopf, IR, Warenmakler, BCto: Nordd. B., Bst: V Pl. 4 u. 5, ✉ Ro 3096 u. 3097, Hopfensack 19 Zim. 47, ✉ 8 bbox=[354, 416, 624, 453]
directory-entry: – Wilhelm, Handlgs-Geh., Gurlittstr. 13 bbox=[1209, 1432, 1399, 1444]
directory-entry: – Wilh., Seem., Sophienallee 4, H., ✉ 19 bbox=[641, 873, 836, 885]
directory-entry: – W., Schneider, Laufgraben 25, ✉ 13 bbox=[358, 645, 539, 657]
header-right-word: Hoppenrath bbox=[1196, 178, 1320, 203]
directory-entry: – G., Glaser, Freiligrathstr. 16, H. 6, ✉ 24 bbox=[358, 403, 559, 415]
directory-entry: – Caroline, Malzweg 4, ✉ 25 bbox=[641, 1547, 779, 1559]
directory-entry: – A., Polizeibeamt., Tieloh 8, ✉ 33 bbox=[358, 1496, 523, 1508]
directory-entry: – Wwe. E., kl. Pinnas 1, ✉ 4 bbox=[924, 378, 1058, 390]
directory-entry: – Frl. Frieda, Langenfort 32, ✉ 33 bbox=[924, 645, 1089, 657]
directory-entry: – H., Zollassist., Schillstr. 13, ✉ 9 bbox=[641, 454, 803, 466]
directory-entry: – Heinr., Zollbeamt., Schilfstr. 18, ✉ 9 bbox=[924, 1140, 1108, 1152]
directory-entry: – J. H. M., Arbtr., Desenissstr. 58, H. 10 bbox=[641, 619, 833, 631]
directory-entry: – E., Arbtr., Lindenstr. 15/17, ✉ 5 bbox=[924, 340, 1086, 352]
directory-entry: – Alwin, Süderstr. 149, ✉ 15 bbox=[641, 1318, 778, 1330]
directory-entry: – Rud., Vermessungs-Techniker, am Elisabeth Gehölz 4, H., ✉ 26 bbox=[641, 772, 899, 796]
directory-entry: – Wwe. Th., Armbruststr. 1, ✉ 31 bbox=[641, 810, 801, 822]
directory-entry: Hopfgarten, C., General-Vertreter, BCto: Deutsche B. Fil. Hbg., Dep.-Kasse E. Hamb. Priv.-B. Abt. Eimsb., ✉ No 1931, Eppendorferweg 18, ✉ 19 bbox=[354, 1077, 616, 1114]
directory-entry: – F., Arbtr., Semperstr. 10, ✉ 39 bbox=[924, 492, 1079, 504]
directory-entry: Hopfe, Frl. E., Lehrerin, Hegestr. 29, ✉ 20 bbox=[354, 683, 561, 695]
directory-entry: – F. J. M., Maschinenb., Thüringerstr. 77, H. 3, ✉ 15 bbox=[641, 391, 893, 403]
directory-entry: – Oskar, Kellner, Norderstr. 171, H. 3, ✉ 1 bbox=[1209, 670, 1413, 682]
column-2 bbox=[637, 226, 907, 2043]
directory-entry: – Hans, Kaufm., Hohenfelderstr. 1 bbox=[924, 1064, 1090, 1076]
directory-entry: Hopfeld, Frl. Hel. u. A., Wolfshagen 14, ✉ 26 bbox=[354, 848, 572, 860]
directory-entry: – H. W., Maschinist, Süderstr. 87, H. 5 bbox=[924, 1331, 1110, 1343]
directory-entry: – O., Postschaffn., Oberaltenallee 76, H. 2 bbox=[1209, 594, 1413, 606]
